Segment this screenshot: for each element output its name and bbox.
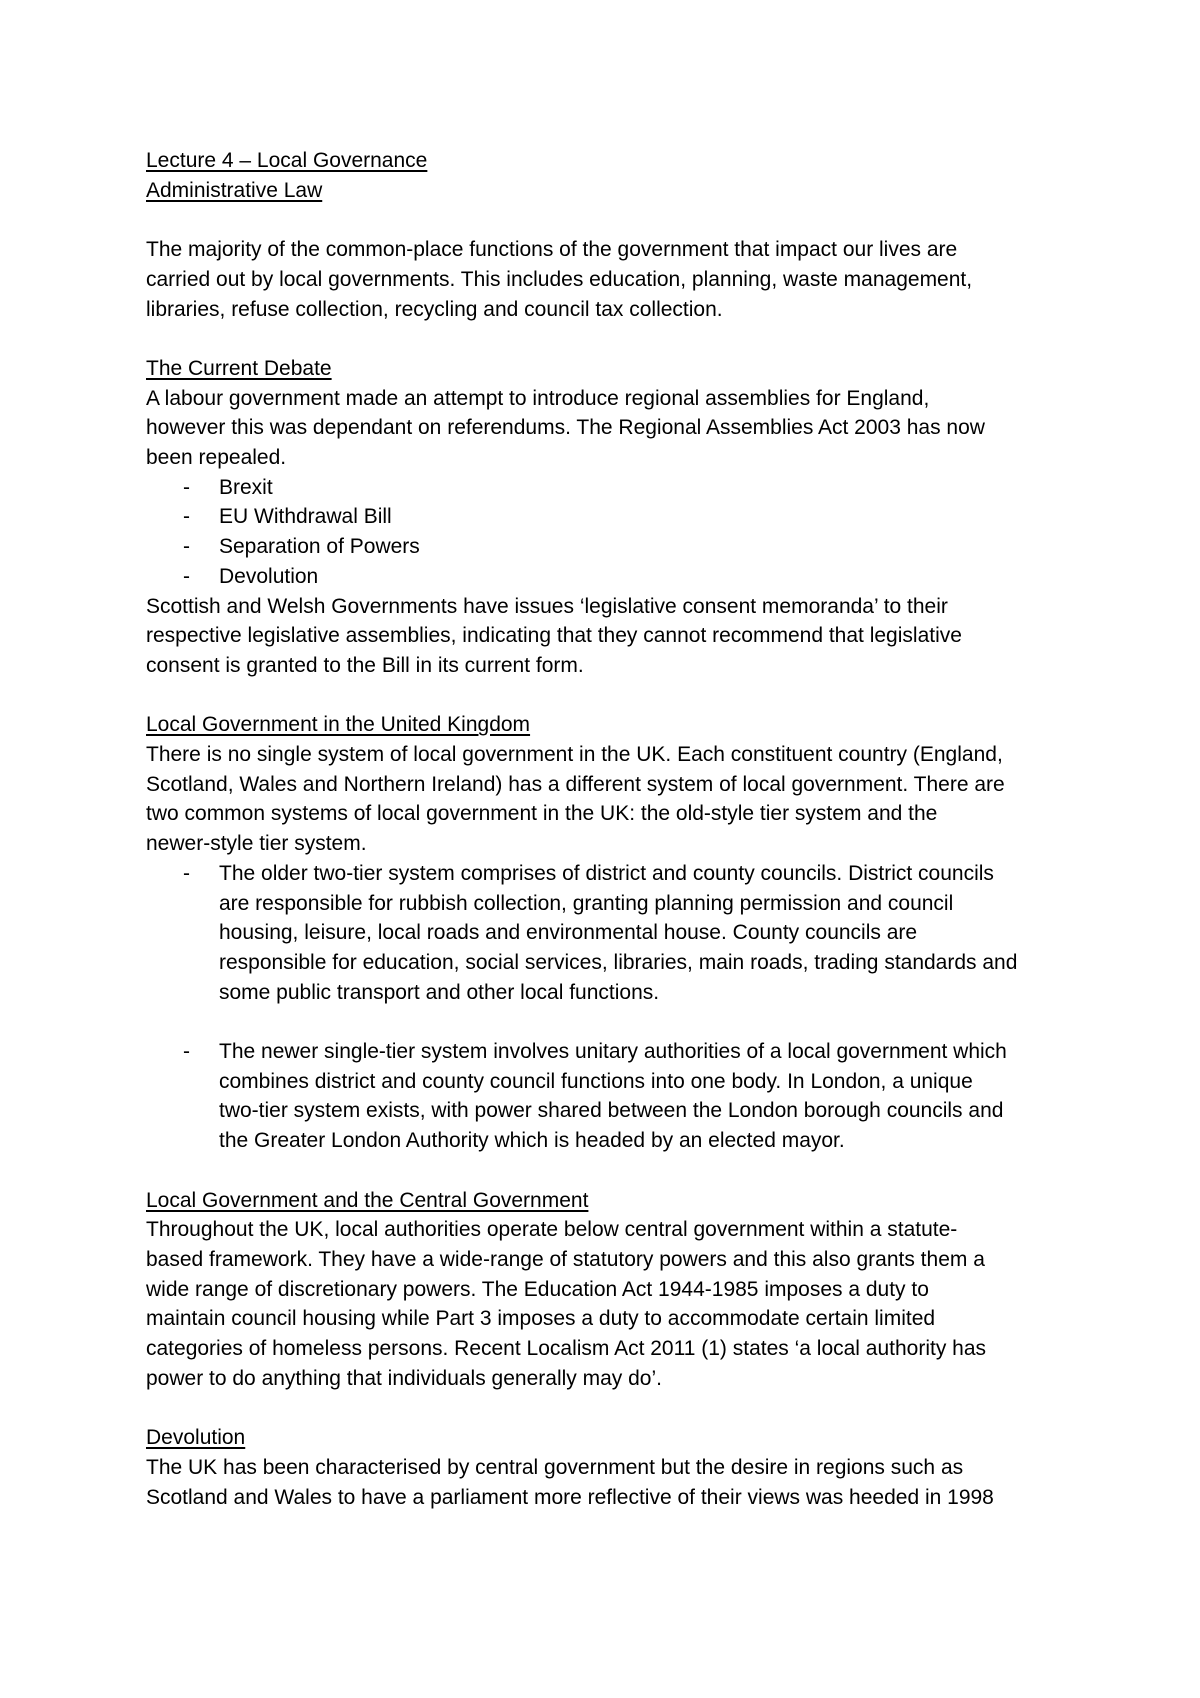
bullet-dash: -: [183, 1040, 190, 1064]
list-item-text: Separation of Powers: [219, 535, 420, 559]
list-item: [146, 1037, 1076, 1156]
list-item-line: two-tier system exists, with power shared between the London borough councils and: [219, 1099, 1004, 1123]
list-item-line: The older two-tier system comprises of district and county councils. District councils: [219, 861, 994, 885]
paragraph-line: based framework. They have a wide-range of statutory powers and this also grants them a: [146, 1247, 985, 1271]
list-item: [146, 502, 1076, 532]
paragraph-line: maintain council housing while Part 3 imposes a duty to accommodate certain limited: [146, 1307, 936, 1331]
list-item-text: EU Withdrawal Bill: [219, 505, 392, 529]
heading-local-and-central: Local Government and the Central Government: [146, 1188, 589, 1212]
paragraph-line: categories of homeless persons. Recent Localism Act 2011 (1) states ‘a local authority has: [146, 1337, 987, 1361]
spacer: [146, 1393, 1076, 1423]
list-item-line: combines district and county council functions into one body. In London, a unique: [219, 1069, 973, 1093]
paragraph-line: Scotland and Wales to have a parliament more reflective of their views was heeded in 1998: [146, 1485, 994, 1509]
list-item-text: Devolution: [219, 564, 319, 588]
list-item-line: are responsible for rubbish collection, granting planning permission and council: [219, 891, 954, 915]
paragraph-line: A labour government made an attempt to introduce regional assemblies for England,: [146, 386, 930, 410]
paragraph-line: however this was dependant on referendums. The Regional Assemblies Act 2003 has now: [146, 416, 985, 440]
paragraph-line: two common systems of local government in the UK: the old-style tier system and the: [146, 802, 938, 826]
devolution-paragraph: [146, 1453, 1076, 1512]
bullet-dash: -: [183, 564, 190, 588]
intro-line: carried out by local governments. This includes education, planning, waste management,: [146, 267, 973, 291]
spacer: [146, 681, 1076, 711]
paragraph-line: Throughout the UK, local authorities operate below central government within a statute-: [146, 1218, 958, 1242]
paragraph-line: consent is granted to the Bill in its current form.: [146, 653, 584, 677]
document-page: [146, 146, 1076, 1512]
bullet-dash: -: [183, 861, 190, 885]
list-item: [146, 859, 1076, 1008]
intro-line: The majority of the common-place functions of the government that impact our lives are: [146, 238, 958, 262]
intro-paragraph: [146, 235, 1076, 324]
intro-line: libraries, refuse collection, recycling and council tax collection.: [146, 297, 723, 321]
paragraph-line: Scottish and Welsh Governments have issues ‘legislative consent memoranda’ to their: [146, 594, 948, 618]
bullet-dash: -: [183, 505, 190, 529]
document-title: Lecture 4 – Local Governance: [146, 149, 428, 172]
paragraph-line: been repealed.: [146, 446, 287, 469]
document-subtitle: Administrative Law: [146, 178, 323, 202]
list-item-line: the Greater London Authority which is headed by an elected mayor.: [219, 1129, 845, 1153]
bullet-dash: -: [183, 475, 190, 499]
paragraph-line: Scotland, Wales and Northern Ireland) has a different system of local government. There are: [146, 772, 1005, 796]
spacer: [146, 1007, 1076, 1037]
heading-current-debate: The Current Debate: [146, 356, 332, 380]
paragraph-line: There is no single system of local government in the UK. Each constituent country (England,: [146, 743, 1003, 767]
heading-devolution: Devolution: [146, 1426, 246, 1450]
list-item: [146, 562, 1076, 592]
list-item-line: some public transport and other local functions.: [219, 980, 660, 1004]
list-item: [146, 532, 1076, 562]
list-item-line: housing, leisure, local roads and environmental house. County councils are: [219, 921, 918, 945]
current-debate-paragraph: [146, 384, 1076, 473]
spacer: [146, 324, 1076, 354]
bullet-dash: -: [183, 535, 190, 559]
paragraph-line: newer-style tier system.: [146, 832, 367, 856]
spacer: [146, 1156, 1076, 1186]
list-item-line: The newer single-tier system involves unitary authorities of a local government which: [219, 1040, 1007, 1064]
paragraph-line: power to do anything that individuals generally may do’.: [146, 1366, 662, 1390]
heading-local-government-uk: Local Government in the United Kingdom: [146, 713, 531, 737]
spacer: [146, 205, 1076, 235]
paragraph-line: respective legislative assemblies, indicating that they cannot recommend that legislative: [146, 624, 962, 648]
local-central-paragraph: [146, 1215, 1076, 1393]
current-debate-paragraph-2: [146, 592, 1076, 681]
list-item-text: Brexit: [219, 475, 273, 499]
paragraph-line: The UK has been characterised by central government but the desire in regions such as: [146, 1455, 964, 1479]
paragraph-line: wide range of discretionary powers. The Education Act 1944-1985 imposes a duty to: [146, 1277, 929, 1301]
list-item: [146, 473, 1076, 503]
local-uk-paragraph: [146, 740, 1076, 859]
list-item-line: responsible for education, social services, libraries, main roads, trading standards and: [219, 950, 1018, 974]
